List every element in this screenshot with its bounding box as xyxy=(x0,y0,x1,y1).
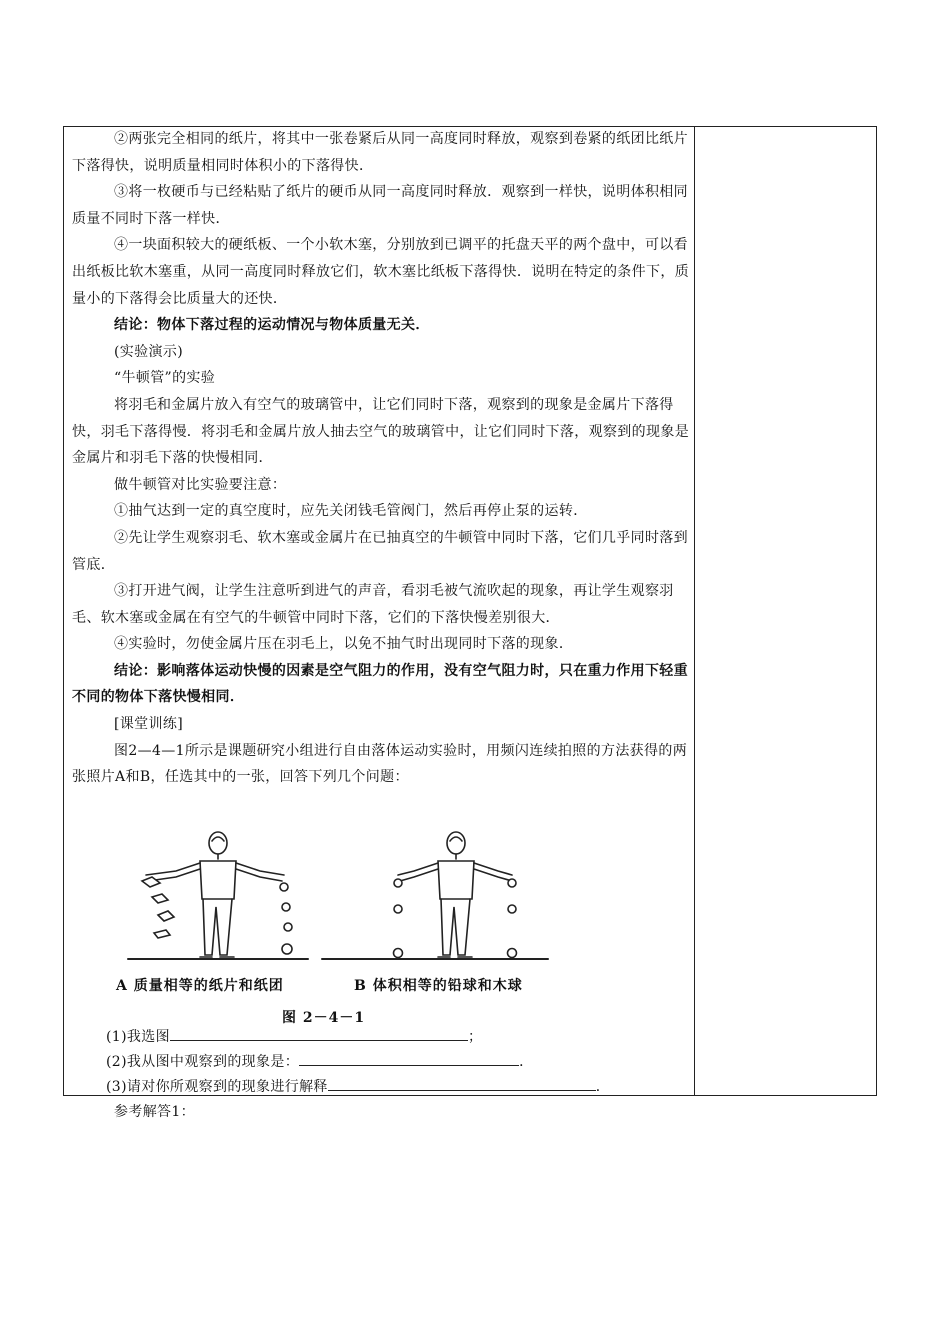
newton-tube-heading: “牛顿管”的实验 xyxy=(114,370,216,387)
conclusion-air-resistance: 结论：影响落体运动快慢的因素是空气阻力的作用，没有空气阻力时，只在重力作用下轻重不同的物体下落快慢相同． xyxy=(72,662,688,706)
note-3: ③打开进气阀，让学生注意听到进气的声音，看羽毛被气流吹起的现象，再让学生观察羽毛、软木塞或金属在有空气的牛顿管中同时下落，它们的下落快慢差别很大． xyxy=(72,583,674,626)
question-3: (3)请对你所观察到的现象进行解释 ． xyxy=(72,1075,690,1100)
note-1: ①抽气达到一定的真空度时，应先关闭钱毛管阀门，然后再停止泵的运转． xyxy=(114,503,588,520)
conclusion-mass: 结论：物体下落过程的运动情况与物体质量无关． xyxy=(114,317,430,334)
note-2: ②先让学生观察羽毛、软木塞或金属片在已抽真空的牛顿管中同时下落，它们几乎同时落到管底． xyxy=(72,529,688,573)
answer-blank-3[interactable] xyxy=(328,1076,596,1091)
wood-balls xyxy=(508,879,517,958)
paragraph-training: 图2—4—1所示是课题研究小组进行自由落体运动实验时，用频闪连续拍照的方法获得的两张照片A和B，任选其中的一张，回答下列几个问题： xyxy=(72,742,688,786)
notes-heading: 做牛顿管对比实验要注意： xyxy=(114,476,287,493)
paragraph-newton-tube: 将羽毛和金属片放入有空气的玻璃管中，让它们同时下落，观察到的现象是金属片下落得快，羽毛下落得慢．将羽毛和金属片放人抽去空气的玻璃管中，让它们同时下落，观察到的现象是金属片和羽毛下落的快慢相同． xyxy=(72,396,690,467)
figure-label: 图 2－4－1 xyxy=(282,1009,366,1026)
paper-balls xyxy=(280,883,292,954)
lead-balls xyxy=(394,879,403,958)
question-2: (2)我从图中观察到的现象是： ． xyxy=(72,1050,690,1075)
paper-sheets xyxy=(142,877,174,938)
paragraph-coin: ③将一枚硬币与已经粘贴了纸片的硬币从同一高度同时释放．观察到一样快，说明体积相同质量不同时下落一样快． xyxy=(72,184,688,227)
caption-b: B 体积相等的铅球和木球 xyxy=(354,977,523,994)
lesson-content xyxy=(72,126,690,1125)
person-b-figure xyxy=(398,832,512,957)
figure-2-4-1 xyxy=(72,797,690,1025)
paragraph-paper-roll: ②两张完全相同的纸片，将其中一张卷紧后从同一高度同时释放，观察到卷紧的纸团比纸片下落得快，说明质量相同时体积小的下落得快． xyxy=(72,131,688,174)
paragraph-cardboard-cork: ④一块面积较大的硬纸板、一个小软木塞，分别放到已调平的托盘天平的两个盘中，可以看出纸板比软木塞重，从同一高度同时释放它们，软木塞比纸板下落得快．说明在特定的条件下，质量小的下落得会比质量大的还快． xyxy=(72,237,690,307)
person-a-figure xyxy=(146,832,284,957)
demo-heading: (实验演示) xyxy=(114,343,184,360)
training-heading: [课堂训练] xyxy=(114,716,184,733)
caption-a: A 质量相等的纸片和纸团 xyxy=(116,977,284,994)
question-1: (1)我选图 ； xyxy=(72,1025,690,1050)
answer-blank-2[interactable] xyxy=(299,1051,519,1066)
table-column-divider xyxy=(694,126,695,1096)
reference-answer-label: 参考解答1： xyxy=(114,1103,196,1120)
note-4: ④实验时，勿使金属片压在羽毛上，以免不抽气时出现同时下落的现象． xyxy=(114,636,574,653)
strobe-photos-illustration xyxy=(108,797,578,962)
